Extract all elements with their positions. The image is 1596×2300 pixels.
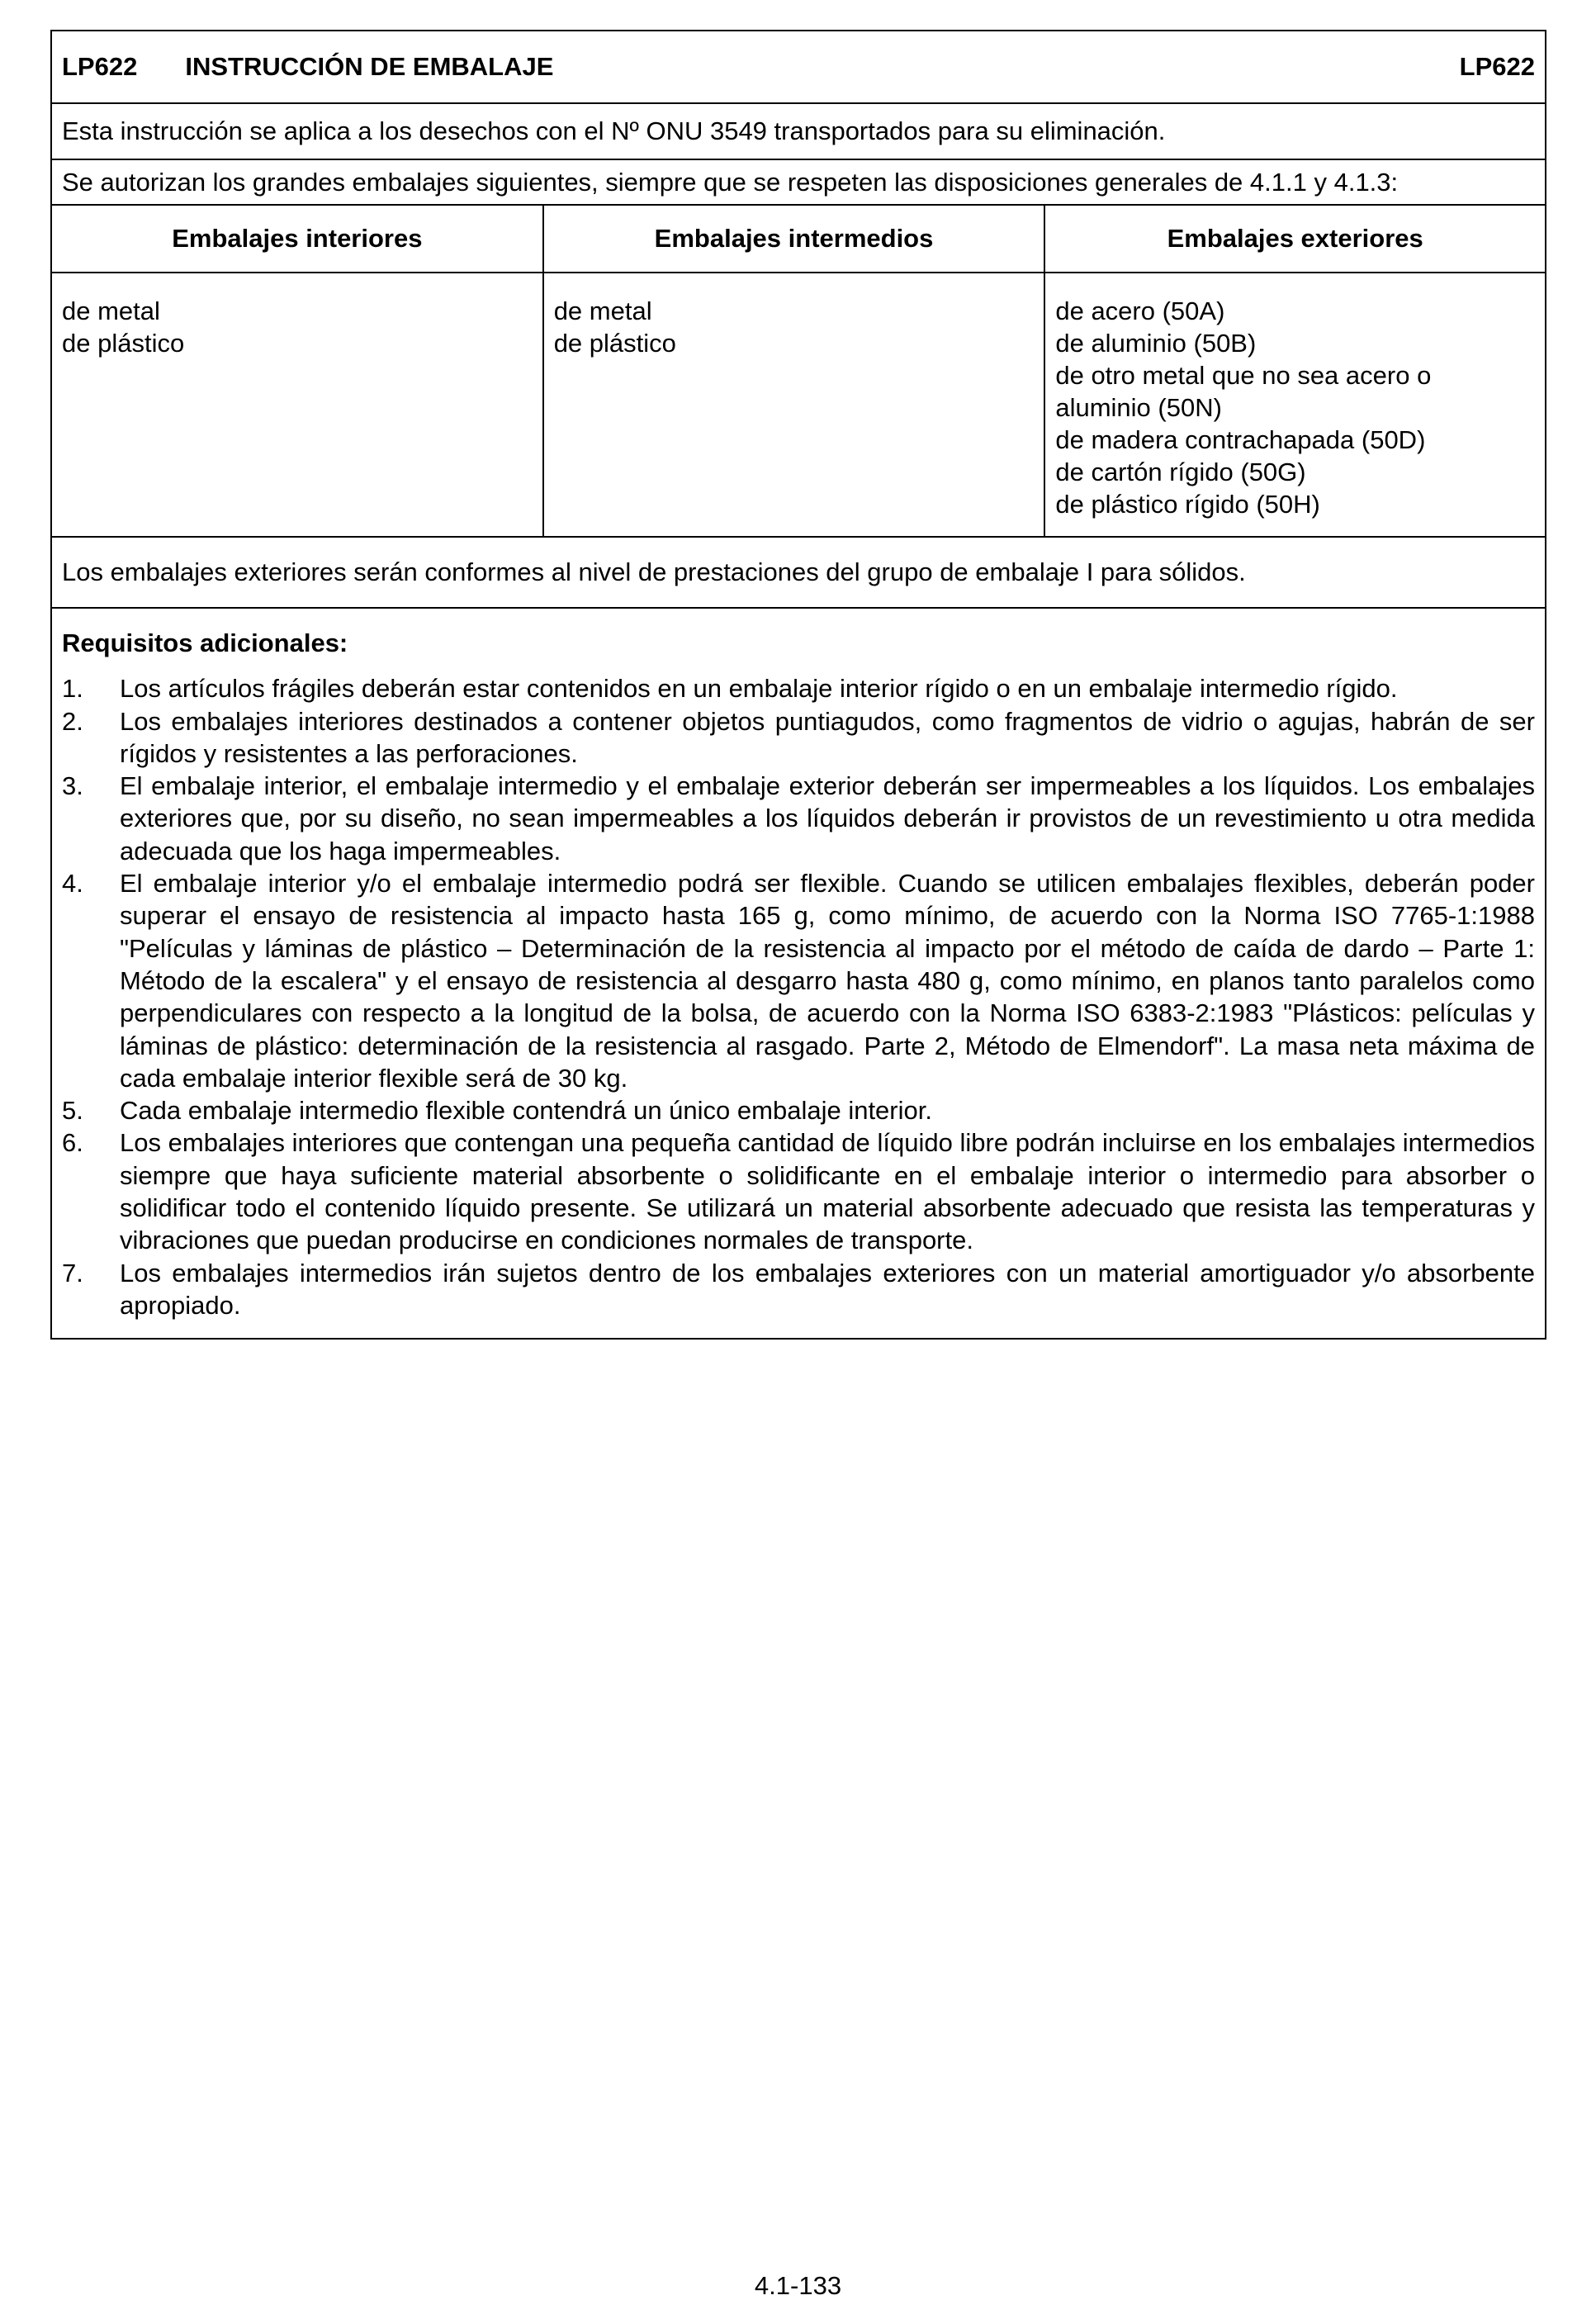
- outer-item: de plástico rígido (50H): [1055, 490, 1320, 519]
- authorization-row: [52, 160, 1545, 206]
- instruction-title: INSTRUCCIÓN DE EMBALAJE: [185, 52, 554, 81]
- outer-item: de acero (50A): [1055, 296, 1225, 325]
- header-intermediate-packagings: Embalajes intermedios: [544, 206, 1046, 272]
- intermediate-item: de plástico: [553, 329, 676, 358]
- requirement-number: 5.: [62, 1096, 83, 1126]
- scope-text: Esta instrucción se aplica a los desechos con el Nº ONU 3549 transportados para su eliminación.: [62, 116, 1166, 145]
- instruction-code-right: LP622: [1459, 52, 1535, 81]
- performance-note: Los embalajes exteriores serán conformes al nivel de prestaciones del grupo de embalaje I para sólidos.: [62, 557, 1246, 586]
- requirement-number: 1.: [62, 674, 83, 704]
- requirement-item: [62, 867, 1535, 1094]
- requirement-item: [62, 1257, 1535, 1322]
- intermediate-item: de metal: [553, 296, 652, 325]
- table-header-row: [52, 206, 1545, 273]
- outer-item: de cartón rígido (50G): [1055, 458, 1306, 486]
- requirement-text: El embalaje interior y/o el embalaje intermedio podrá ser flexible. Cuando se utilicen embalajes flexibles, deberán poder superar el ensayo de resistencia al impacto hasta 165 g, como mínimo, de acuerdo con la Norma ISO 7765-1:1988 "Películas y láminas de plástico – Determinación de la resistencia al impacto por el método de caída de dardo – Parte 1: Método de la escalera" y el ensayo de resistencia al desgarro hasta 480 g, como mínimo, en planos tanto paralelos como perpendiculares con respecto a la longitud de la bolsa, de acuerdo con la Norma ISO 6383-2:1983 "Plásticos: películas y láminas de plástico: determinación de la resistencia al rasgado. Parte 2, Método de Elmendorf". La masa neta máxima de cada embalaje interior flexible será de 30 kg.: [120, 869, 1535, 1093]
- requirement-item: [62, 705, 1535, 771]
- requirements-list: [62, 672, 1535, 1321]
- title-row: [52, 31, 1545, 104]
- requirement-item: [62, 672, 1535, 704]
- requirement-number: 6.: [62, 1128, 83, 1158]
- requirement-number: 2.: [62, 706, 83, 736]
- requirement-number: 4.: [62, 869, 83, 899]
- requirement-text: Los embalajes interiores destinados a contener objetos puntiagudos, como fragmentos de vidrio o agujas, habrán de ser rígidos y resistentes a las perforaciones.: [120, 706, 1535, 768]
- outer-item: aluminio (50N): [1055, 393, 1222, 422]
- requirement-item: [62, 770, 1535, 867]
- requirement-text: Los embalajes interiores que contengan una pequeña cantidad de líquido libre podrán incluirse en los embalajes intermedios siempre que haya suficiente material absorbente o solidificante en el embalaje interior o intermedio para absorber o solidificar todo el contenido líquido presente. Se utilizará un material absorbente adecuado que resista las temperaturas y vibraciones que puedan producirse en condiciones normales de transporte.: [120, 1128, 1535, 1255]
- requirement-text: Los artículos frágiles deberán estar contenidos en un embalaje interior rígido o en un embalaje intermedio rígido.: [120, 674, 1398, 704]
- inner-item: de metal: [62, 296, 160, 325]
- outer-packagings-cell: [1045, 273, 1545, 536]
- intermediate-packagings-cell: [544, 273, 1046, 536]
- outer-item: de madera contrachapada (50D): [1055, 425, 1426, 454]
- page-number: 4.1-133: [754, 2271, 842, 2300]
- packing-instruction-table: [50, 30, 1546, 1340]
- requirement-text: El embalaje interior, el embalaje intermedio y el embalaje exterior deberán ser impermeables a los líquidos. Los embalajes exteriores que, por su diseño, no sean impermeables a los líquidos deberán ir provistos de un revestimiento u otra medida adecuada que los haga impermeables.: [120, 771, 1535, 865]
- outer-item: de aluminio (50B): [1055, 329, 1257, 358]
- requirement-number: 7.: [62, 1258, 83, 1288]
- inner-packagings-cell: [52, 273, 544, 536]
- additional-requirements: [52, 609, 1545, 1338]
- authorization-text: Se autorizan los grandes embalajes siguientes, siempre que se respeten las disposiciones generales de 4.1.1 y 4.1.3:: [62, 167, 1399, 197]
- requirement-text: Cada embalaje intermedio flexible contendrá un único embalaje interior.: [120, 1096, 932, 1126]
- inner-item: de plástico: [62, 329, 185, 358]
- requirement-item: [62, 1126, 1535, 1256]
- instruction-code-left: LP622: [62, 52, 138, 81]
- header-outer-packagings: Embalajes exteriores: [1167, 224, 1423, 253]
- title-left: [62, 52, 553, 82]
- outer-item: de otro metal que no sea acero o: [1055, 361, 1432, 390]
- header-inner-packagings: Embalajes interiores: [52, 206, 544, 272]
- requirement-item: [62, 1094, 1535, 1126]
- requirement-number: 3.: [62, 771, 83, 801]
- table-content-row: [52, 273, 1545, 538]
- scope-row: [52, 104, 1545, 160]
- requirements-title: Requisitos adicionales:: [62, 628, 348, 657]
- performance-note-row: [52, 538, 1545, 609]
- requirement-text: Los embalajes intermedios irán sujetos dentro de los embalajes exteriores con un material amortiguador y/o absorbente apropiado.: [120, 1258, 1535, 1320]
